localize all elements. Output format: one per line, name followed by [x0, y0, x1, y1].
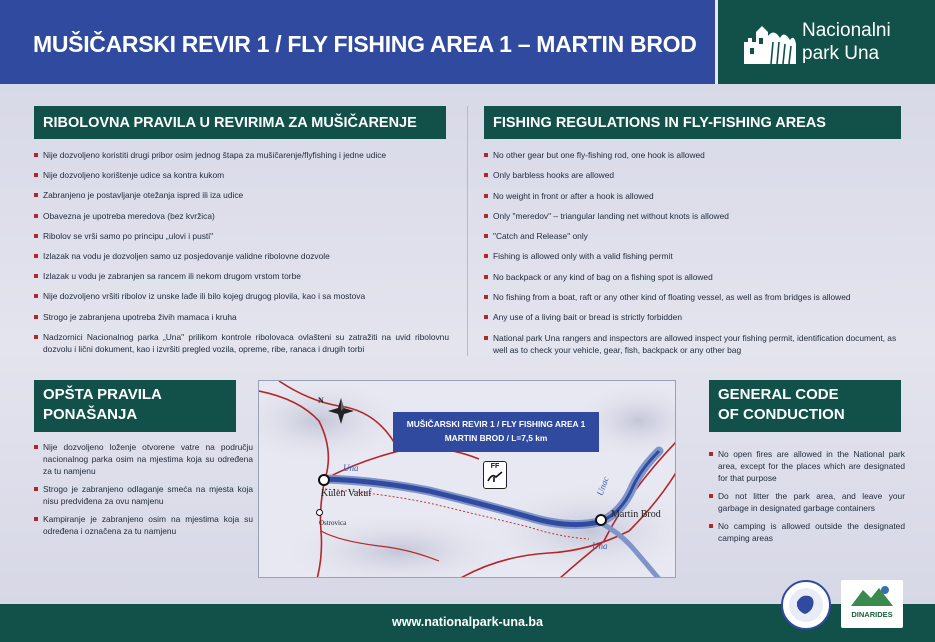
list-item: Only barbless hooks are allowed — [484, 169, 904, 181]
list-item: Nije dozvoljeno korištenje udice sa kontra kukom — [34, 169, 449, 181]
town-kulen-vakuf: Kulen Vakuf — [321, 488, 372, 499]
kulen-vakuf-marker — [318, 474, 330, 486]
list-item: Ribolov se vrši samo po principu „ulovi i pusti" — [34, 230, 449, 242]
general-local-title-2: PONAŠANJA — [43, 406, 138, 423]
fishing-area-map — [258, 380, 676, 578]
logo-line-2: park Una — [802, 43, 880, 64]
list-item: Do not litter the park area, and leave your garbage in designated garbage containers — [709, 490, 905, 514]
list-item: No fishing from a boat, raft or any other kind of floating vessel, as well as from bridges is allowed — [484, 291, 904, 303]
list-item: Obavezna je upotreba meredova (bez kvržica) — [34, 210, 449, 222]
waterfall-fortress-icon — [740, 18, 798, 66]
general-conduct-en-list — [709, 448, 905, 550]
list-item: Izlazak u vodu je zabranjen sa rancem ili nekom drugom vrstom torbe — [34, 270, 449, 282]
list-item: Strogo je zabranjeno odlaganje smeća na mjesta koja nisu predviđena za ovu namjenu — [34, 483, 253, 507]
local-rules-list — [34, 149, 449, 363]
fly-fishing-marker — [483, 461, 507, 489]
badge-line-1: MUŠIČARSKI REVIR 1 / FLY FISHING AREA 1 — [406, 419, 586, 429]
page-title: MUŠIČARSKI REVIR 1 / FLY FISHING AREA 1 – MARTIN BROD — [33, 30, 697, 57]
fishing-area-badge — [393, 412, 599, 452]
website-url: www.nationalpark-una.ba — [392, 615, 543, 629]
general-en-title-1: GENERAL CODE — [718, 386, 839, 403]
list-item: Zabranjeno je postavljanje otežanja ispred ili iza udice — [34, 189, 449, 201]
list-item: Nije dozvoljeno loženje otvorene vatre na području nacionalnog parka osim na mjestima koja su određena za tu namjenu — [34, 441, 253, 477]
list-item: Any use of a living bait or bread is strictly forbidden — [484, 311, 904, 323]
town-martin-brod: Martin Brod — [611, 509, 661, 520]
park-logo — [740, 18, 891, 66]
dinarides-logo — [841, 580, 903, 628]
fisherman-icon — [486, 471, 504, 483]
list-item: No other gear but one fly-fishing rod, one hook is allowed — [484, 149, 904, 161]
logo-line-1: Nacionalni — [802, 20, 891, 41]
fishing-regulations-list — [484, 149, 904, 364]
general-conduct-en-heading — [709, 380, 901, 432]
ostrovica-marker — [316, 509, 323, 516]
local-rules-heading — [34, 106, 446, 139]
list-item: Kampiranje je zabranjeno osim na mjestima koja su određena i označena za tu namjenu — [34, 513, 253, 537]
list-item: No open fires are allowed in the National park area, except for the places which are designated for that purpose — [709, 448, 905, 484]
europe-map-icon — [783, 582, 829, 628]
list-item: Only "meredov" – triangular landing net without knots is allowed — [484, 210, 904, 222]
header-title-panel — [0, 0, 718, 84]
badge-line-2: MARTIN BROD / L=7,5 km — [444, 433, 548, 443]
europarc-emblem — [781, 580, 831, 630]
local-rules-title: RIBOLOVNA PRAVILA U REVIRIMA ZA MUŠIČARENJE — [43, 114, 417, 131]
dinarides-mountain-icon — [841, 580, 903, 610]
dinarides-label: DINARIDES — [851, 610, 893, 619]
list-item: Izlazak na vodu je dozvoljen samo uz posjedovanje validne ribolovne dozvole — [34, 250, 449, 262]
general-en-title-2: OF CONDUCTION — [718, 406, 845, 423]
list-item: National park Una rangers and inspectors are allowed inspect your fishing permit, identification document, as well as to check your vehicle, gear, fish, backpack or any other bag — [484, 332, 904, 356]
list-item: "Catch and Release" only — [484, 230, 904, 242]
header-bar — [0, 0, 935, 84]
town-ostrovica: Ostrovica — [319, 519, 347, 527]
river-label-una-lower: Una — [592, 541, 608, 551]
general-local-title-1: OPŠTA PRAVILA — [43, 386, 162, 403]
list-item: Nije dozvoljeno vršiti ribolov iz unske lađe ili bilo kojeg drugog plovila, kao i sa mostova — [34, 290, 449, 302]
ff-label: FF — [490, 463, 500, 470]
river-label-una-upper: Una — [343, 463, 359, 473]
fishing-regulations-heading — [484, 106, 901, 139]
compass-label: N — [318, 396, 324, 405]
list-item: No backpack or any kind of bag on a fishing spot is allowed — [484, 271, 904, 283]
list-item: Fishing is allowed only with a valid fishing permit — [484, 250, 904, 262]
list-item: No camping is allowed outside the designated camping areas — [709, 520, 905, 544]
martin-brod-marker — [595, 514, 607, 526]
list-item: Nadzornici Nacionalnog parka „Una" prilikom kontrole ribolovaca ovlašteni su zatražiti na uvid ribolovnu dozvolu i lični dokument, kao i izvršiti pregled vozila, opreme, ribe, ranaca i drugih torbi — [34, 331, 449, 355]
list-item: Strogo je zabranjena upotreba živih mamaca i kruha — [34, 311, 449, 323]
fishing-regulations-title: FISHING REGULATIONS IN FLY-FISHING AREAS — [493, 114, 826, 131]
list-item: Nije dozvoljeno koristiti drugi pribor osim jednog štapa za mušičarenje/flyfishing i jedne udice — [34, 149, 449, 161]
general-conduct-local-heading — [34, 380, 236, 432]
column-divider — [467, 106, 468, 356]
river-label-unac: Unac — [594, 475, 611, 497]
list-item: No weight in front or after a hook is allowed — [484, 190, 904, 202]
general-conduct-local-list — [34, 441, 253, 543]
